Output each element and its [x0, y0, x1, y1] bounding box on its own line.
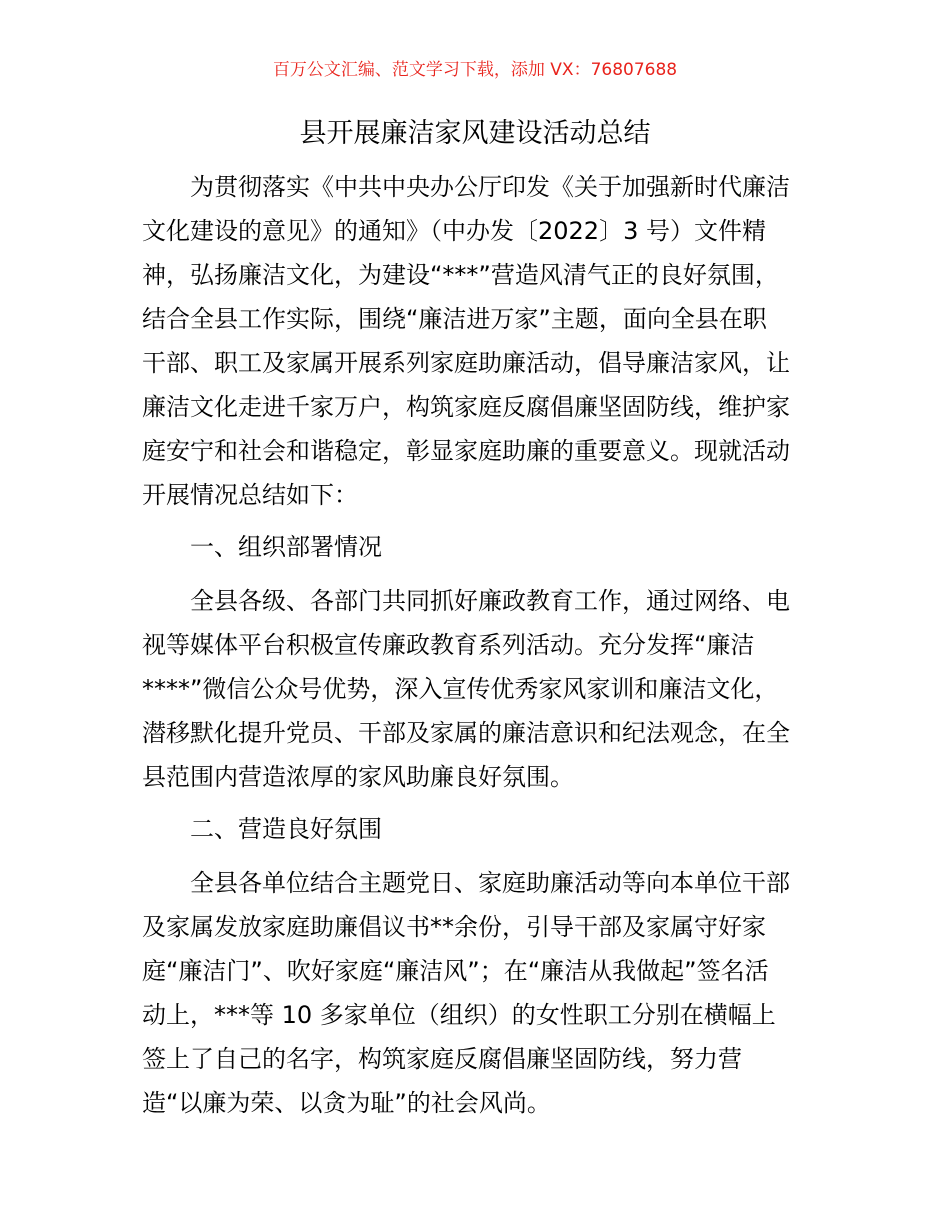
- paragraph-3-line-6: 造“以廉为荣、以贪为耻”的社会风尚。: [142, 1089, 551, 1117]
- paragraph-1-line-8: 开展情况总结如下：: [142, 481, 358, 509]
- paragraph-2-line-4: 潜移默化提升党员、干部及家属的廉洁意识和纪法观念，在全: [142, 719, 790, 747]
- paragraph-1-line-6: 廉洁文化走进千家万户，构筑家庭反腐倡廉坚固防线，维护家: [142, 393, 790, 421]
- paragraph-2-line-1: 全县各级、各部门共同抓好廉政教育工作，通过网络、电: [190, 587, 790, 615]
- watermark-header: 百万公文汇编、范文学习下载，添加 VX：76807688: [272, 60, 678, 80]
- paragraph-1-line-2: 文化建设的意见》的通知》（中办发〔2022〕3 号）文件精: [142, 217, 766, 245]
- paragraph-3-line-2: 及家属发放家庭助廉倡议书**余份，引导干部及家属守好家: [142, 913, 766, 941]
- section-heading-2: 二、营造良好氛围: [190, 815, 382, 843]
- paragraph-2-line-3: ****”微信公众号优势，深入宣传优秀家风家训和廉洁文化，: [142, 675, 779, 703]
- paragraph-1-line-1: 为贯彻落实《中共中央办公厅印发《关于加强新时代廉洁: [190, 173, 790, 201]
- paragraph-2-line-2: 视等媒体平台积极宣传廉政教育系列活动。充分发挥“廉洁: [142, 631, 755, 659]
- paragraph-3-line-1: 全县各单位结合主题党日、家庭助廉活动等向本单位干部: [190, 869, 790, 897]
- page-title: 县开展廉洁家风建设活动总结: [299, 118, 651, 149]
- section-heading-1: 一、组织部署情况: [190, 533, 382, 561]
- paragraph-1-line-4: 结合全县工作实际，围绕“廉洁进万家”主题，面向全县在职: [142, 305, 767, 333]
- paragraph-3-line-3: 庭“廉洁门”、吹好家庭“廉洁风”；在“廉洁从我做起”签名活: [142, 957, 769, 985]
- paragraph-3-line-5: 签上了自己的名字，构筑家庭反腐倡廉坚固防线，努力营: [142, 1045, 742, 1073]
- paragraph-1-line-7: 庭安宁和社会和谐稳定，彰显家庭助廉的重要意义。现就活动: [142, 437, 790, 465]
- paragraph-1-line-3: 神，弘扬廉洁文化，为建设“***”营造风清气正的良好氛围，: [142, 261, 779, 289]
- paragraph-3-line-4: 动上，***等 10 多家单位（组织）的女性职工分别在横幅上: [142, 1001, 776, 1029]
- paragraph-2-line-5: 县范围内营造浓厚的家风助廉良好氛围。: [142, 763, 574, 791]
- paragraph-1-line-5: 干部、职工及家属开展系列家庭助廉活动，倡导廉洁家风，让: [142, 349, 790, 377]
